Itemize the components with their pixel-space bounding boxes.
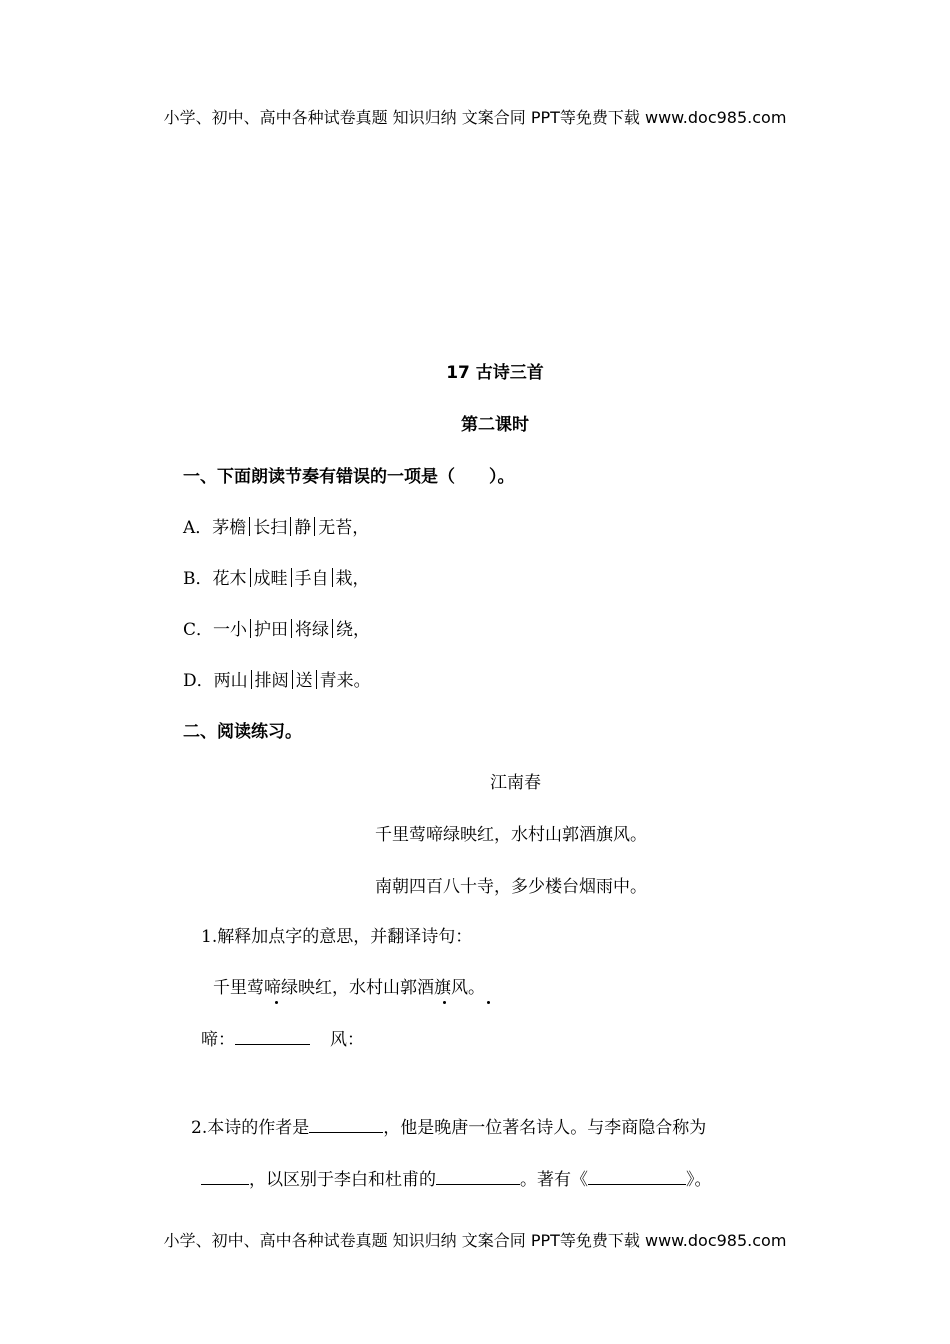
answer-label-ti: 啼： bbox=[201, 1030, 235, 1050]
rhythm-divider bbox=[250, 619, 251, 638]
sub-question-1-prompt: 1.解释加点字的意思，并翻译诗句： bbox=[201, 927, 473, 947]
rhythm-divider bbox=[316, 670, 317, 689]
rhythm-divider bbox=[292, 670, 293, 689]
option-part: 送 bbox=[295, 671, 313, 691]
works-blank[interactable] bbox=[588, 1168, 686, 1185]
page-footer: 小学、初中、高中各种试卷真题 知识归纳 文案合同 PPT等免费下载 www.doc985.com bbox=[163, 1231, 787, 1250]
rhythm-divider bbox=[291, 619, 292, 638]
option-part: 手自 bbox=[294, 569, 329, 589]
option-part: 护田 bbox=[254, 620, 289, 640]
sub-question-2-line-1 bbox=[191, 1113, 706, 1138]
option-letter: C． bbox=[183, 620, 214, 640]
option-part: 将绿 bbox=[295, 620, 330, 640]
lesson-subtitle: 第二课时 bbox=[461, 415, 529, 435]
option-part: 绕， bbox=[336, 620, 371, 640]
answer-blank-ti[interactable] bbox=[235, 1028, 310, 1045]
sub-question-1-line: 千里莺啼绿映红，水村山郭酒旗风。 bbox=[213, 978, 485, 998]
option-c bbox=[183, 615, 370, 640]
question-1-heading: 一、下面朗读节奏有错误的一项是（ ）。 bbox=[183, 467, 515, 487]
rhythm-divider bbox=[250, 568, 251, 587]
works-prompt: 。著有《 bbox=[520, 1170, 588, 1190]
option-part: 栽， bbox=[335, 569, 370, 589]
rhythm-divider bbox=[251, 670, 252, 689]
option-letter: B． bbox=[183, 569, 213, 589]
poem-title: 江南春 bbox=[490, 773, 541, 793]
option-part: 成畦 bbox=[253, 569, 288, 589]
poem-line-1: 千里莺啼绿映红，水村山郭酒旗风。 bbox=[375, 825, 647, 845]
question-2-heading: 二、阅读练习。 bbox=[183, 722, 302, 742]
answer-label-feng: 风： bbox=[330, 1030, 364, 1050]
emphasis-dot bbox=[275, 1001, 278, 1004]
page-header: 小学、初中、高中各种试卷真题 知识归纳 文案合同 PPT等免费下载 www.doc985.com bbox=[163, 108, 787, 127]
works-close: 》。 bbox=[686, 1170, 712, 1190]
rhythm-divider bbox=[249, 517, 250, 536]
option-letter: D． bbox=[183, 671, 214, 691]
rhythm-divider bbox=[290, 517, 291, 536]
option-part: 排闼 bbox=[254, 671, 289, 691]
title-blank[interactable] bbox=[201, 1168, 249, 1185]
lesson-title: 17 古诗三首 bbox=[446, 363, 544, 383]
option-part: 一小 bbox=[213, 620, 248, 640]
author-blank[interactable] bbox=[309, 1116, 383, 1133]
emphasis-dot bbox=[443, 1001, 446, 1004]
option-part: 青来。 bbox=[319, 671, 371, 691]
distinction-text: ，以区别于李白和杜甫的 bbox=[249, 1170, 436, 1190]
option-part: 长扫 bbox=[253, 518, 288, 538]
poem-line-2: 南朝四百八十寺，多少楼台烟雨中。 bbox=[375, 877, 647, 897]
option-part: 茅檐 bbox=[212, 518, 247, 538]
option-part: 两山 bbox=[213, 671, 248, 691]
rhythm-divider bbox=[314, 517, 315, 536]
author-prompt: 2.本诗的作者是 bbox=[191, 1118, 310, 1138]
option-a bbox=[183, 513, 369, 538]
option-b bbox=[183, 564, 370, 589]
option-part: 静 bbox=[294, 518, 312, 538]
sub-question-2-line-2 bbox=[201, 1165, 712, 1190]
option-part: 花木 bbox=[212, 569, 247, 589]
answer-row-1 bbox=[201, 1025, 364, 1050]
emphasis-dot bbox=[487, 1001, 490, 1004]
rhythm-divider bbox=[332, 619, 333, 638]
option-d bbox=[183, 666, 371, 691]
rhythm-divider bbox=[332, 568, 333, 587]
poet-description: ，他是晚唐一位著名诗人。与李商隐合称为 bbox=[383, 1118, 707, 1138]
epithet-blank[interactable] bbox=[436, 1168, 520, 1185]
option-letter: A． bbox=[183, 518, 213, 538]
option-part: 无苔， bbox=[318, 518, 370, 538]
rhythm-divider bbox=[291, 568, 292, 587]
